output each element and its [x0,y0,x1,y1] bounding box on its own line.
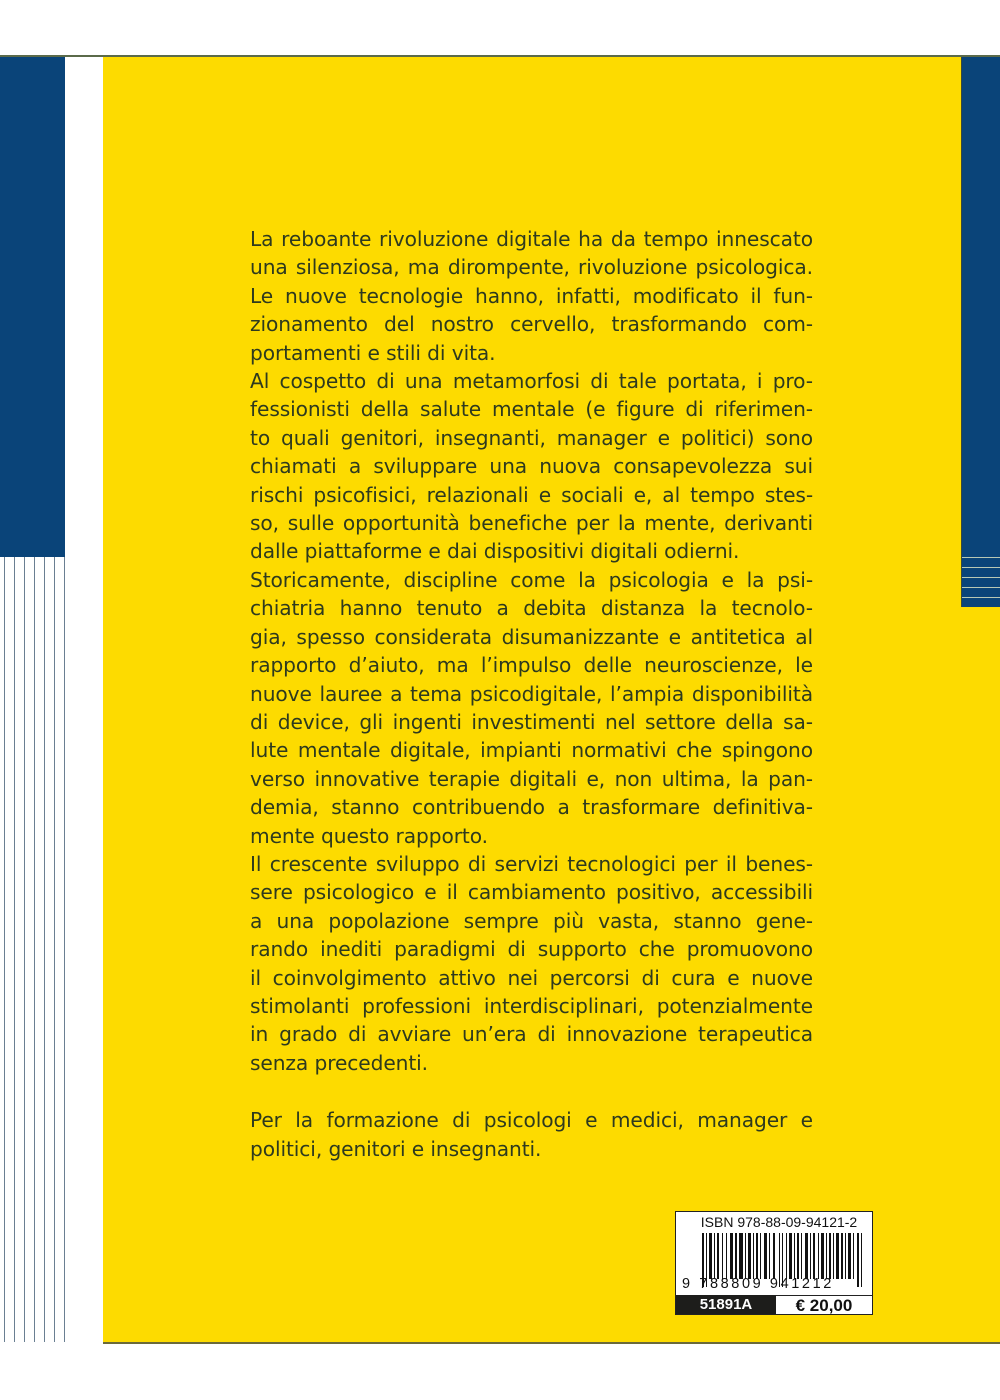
text-line: Per la formazione di psicologi e medici, manager e [250,1108,813,1133]
text-line: il coinvolgimento attivo nei percorsi di cura e nuove [250,965,813,990]
pinstripe [14,557,15,1342]
pinstripe [962,577,1000,578]
pinstripe [962,587,1000,588]
text-line: so, sulle opportunità benefiche per la mente, derivanti [250,511,813,536]
text-line: nuove lauree a tema psicodigitale, l’ampia disponibilità [250,681,813,706]
text-line: in grado di avviare un’era di innovazione terapeutica [250,1022,813,1047]
pinstripe [24,557,25,1342]
pinstripe [34,557,35,1342]
text-line: portamenti e stili di vita. [250,340,496,365]
barcode-digits: 9 788809 941212 [682,1276,834,1292]
text-line: Al cospetto di una metamorfosi di tale portata, i pro- [250,369,813,394]
text-line: chiamati a sviluppare una nuova consapevolezza sui [250,454,813,479]
price-tag: € 20,00 [776,1295,872,1314]
text-line: demia, stanno contribuendo a trasformare definitiva- [250,795,813,820]
text-line: una silenziosa, ma dirompente, rivoluzione psicologica. [250,255,813,280]
text-line: fessionisti della salute mentale (e figure di riferimen- [250,397,813,422]
text-line: gia, spesso considerata disumanizzante e antitetica al [250,624,813,649]
text-line: Il crescente sviluppo di servizi tecnologici per il benes- [250,851,813,876]
pinstripe [962,567,1000,568]
isbn-barcode-label [675,1211,873,1315]
text-line: Storicamente, discipline come la psicologia e la psi- [250,567,813,592]
text-line: dalle piattaforme e dai dispositivi digitali odierni. [250,539,740,564]
pinstripe [962,557,1000,558]
isbn-number: ISBN 978-88-09-94121-2 [700,1214,858,1230]
pinstripe [44,557,45,1342]
text-line: Le nuove tecnologie hanno, infatti, modificato il fun- [250,283,813,308]
paragraph-spacer [250,1077,813,1106]
back-cover-blurb [250,225,813,1163]
text-line: senza precedenti. [250,1050,428,1075]
pinstripe [4,557,5,1342]
left-vertical-pinstripes [0,557,66,1342]
text-line: rischi psicofisici, relazionali e sociali e, al tempo stes- [250,482,813,507]
pinstripe [64,557,65,1342]
text-line: La reboante rivoluzione digitale ha da tempo innescato [250,227,813,251]
audience-statement [250,1106,813,1163]
text-line: to quali genitori, insegnanti, manager e politici) sono [250,425,813,450]
text-line: lute mentale digitale, impianti normativi che spingono [250,738,813,763]
text-line: mente questo rapporto. [250,823,488,848]
blurb-paragraph-3 [250,566,813,850]
text-line: rando inediti paradigmi di supporto che promuovono [250,937,813,962]
blurb-paragraph-2 [250,367,813,566]
left-blue-band [0,57,65,557]
text-line: chiatria hanno tenuto a debita distanza la tecnolo- [250,596,813,621]
text-line: verso innovative terapie digitali e, non ultima, la pan- [250,766,813,791]
product-code: 51891A [676,1295,776,1314]
text-line: politici, genitori e insegnanti. [250,1136,542,1161]
text-line: stimolanti professioni interdisciplinari, potenzialmente [250,993,813,1018]
right-blue-band [961,57,1000,607]
text-line: zionamento del nostro cervello, trasformando com- [250,312,813,337]
text-line: sere psicologico e il cambiamento positivo, accessibili [250,880,813,905]
blurb-paragraph-4 [250,850,813,1077]
blurb-paragraph-1 [250,225,813,367]
left-white-strip [65,57,103,1343]
text-line: di device, gli ingenti investimenti nel settore della sa- [250,709,813,734]
text-line: rapporto d’aiuto, ma l’impulso delle neuroscienze, le [250,653,813,678]
bottom-edge-rule [103,1342,1000,1344]
text-line: a una popolazione sempre più vasta, stanno gene- [250,908,813,933]
pinstripe [54,557,55,1342]
pinstripe [962,597,1000,598]
